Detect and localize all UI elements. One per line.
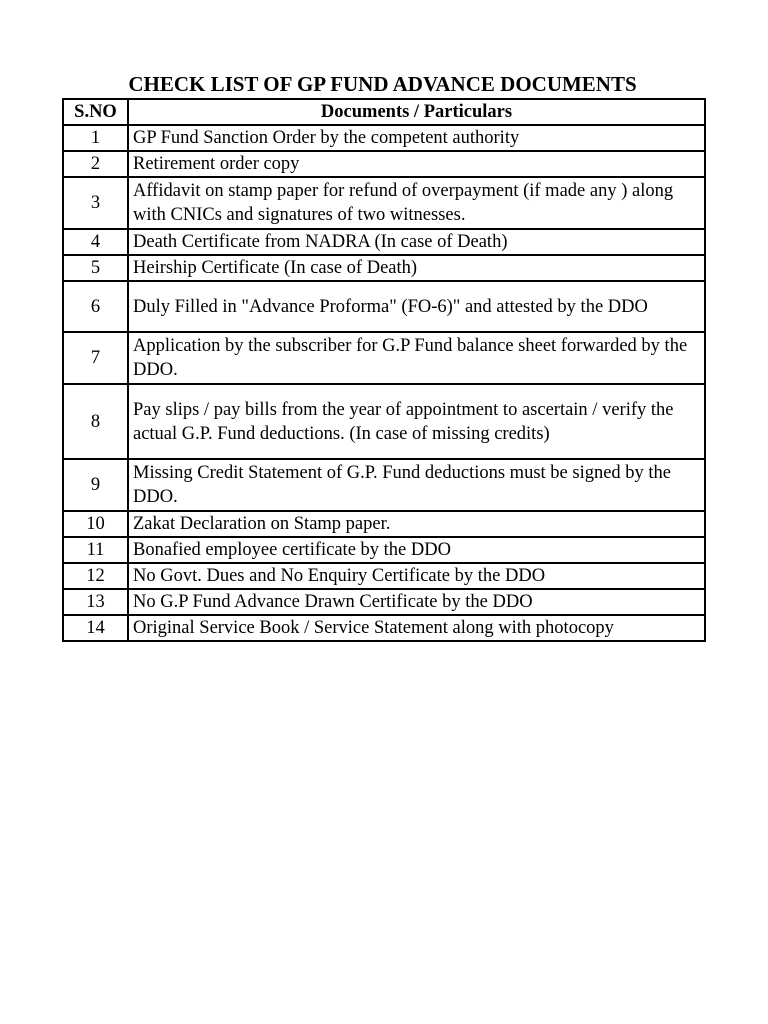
page-title: CHECK LIST OF GP FUND ADVANCE DOCUMENTS (128, 72, 637, 96)
row-sno: 8 (63, 384, 128, 459)
row-sno: 1 (63, 125, 128, 151)
row-sno: 7 (63, 332, 128, 384)
header-documents: Documents / Particulars (128, 99, 705, 125)
row-sno: 5 (63, 255, 128, 281)
row-sno: 13 (63, 589, 128, 615)
row-document: No Govt. Dues and No Enquiry Certificate by the DDO (128, 563, 705, 589)
row-document: Zakat Declaration on Stamp paper. (128, 511, 705, 537)
row-sno: 2 (63, 151, 128, 177)
row-sno: 10 (63, 511, 128, 537)
header-sno: S.NO (63, 99, 128, 125)
table-row (63, 459, 705, 511)
table-row (63, 255, 705, 281)
row-sno: 6 (63, 281, 128, 332)
row-document: Retirement order copy (128, 151, 705, 177)
row-sno: 4 (63, 229, 128, 255)
table-row (63, 125, 705, 151)
table-row (63, 281, 705, 332)
row-document: Pay slips / pay bills from the year of appointment to ascertain / verify the actual G.P. Fund deductions. (In case of missing credits) (128, 384, 705, 459)
row-sno: 9 (63, 459, 128, 511)
row-sno: 11 (63, 537, 128, 563)
header-row (63, 99, 705, 125)
row-sno: 12 (63, 563, 128, 589)
checklist-table (62, 98, 706, 642)
table-header (63, 99, 705, 125)
table-row (63, 384, 705, 459)
row-document: Original Service Book / Service Statement along with photocopy (128, 615, 705, 641)
row-document: GP Fund Sanction Order by the competent authority (128, 125, 705, 151)
row-document: Bonafied employee certificate by the DDO (128, 537, 705, 563)
table-row (63, 589, 705, 615)
table-row (63, 615, 705, 641)
row-document: Death Certificate from NADRA (In case of Death) (128, 229, 705, 255)
row-document: No G.P Fund Advance Drawn Certificate by the DDO (128, 589, 705, 615)
row-sno: 3 (63, 177, 128, 229)
table-row (63, 511, 705, 537)
row-sno: 14 (63, 615, 128, 641)
table-row (63, 151, 705, 177)
table-row (63, 537, 705, 563)
row-document: Affidavit on stamp paper for refund of overpayment (if made any ) along with CNICs and signatures of two witnesses. (128, 177, 705, 229)
table-row (63, 563, 705, 589)
row-document: Missing Credit Statement of G.P. Fund deductions must be signed by the DDO. (128, 459, 705, 511)
row-document: Duly Filled in "Advance Proforma" (FO-6)" and attested by the DDO (128, 281, 705, 332)
row-document: Heirship Certificate (In case of Death) (128, 255, 705, 281)
table-row (63, 229, 705, 255)
table-row (63, 177, 705, 229)
row-document: Application by the subscriber for G.P Fund balance sheet forwarded by the DDO. (128, 332, 705, 384)
table-body (63, 125, 705, 641)
table-row (63, 332, 705, 384)
